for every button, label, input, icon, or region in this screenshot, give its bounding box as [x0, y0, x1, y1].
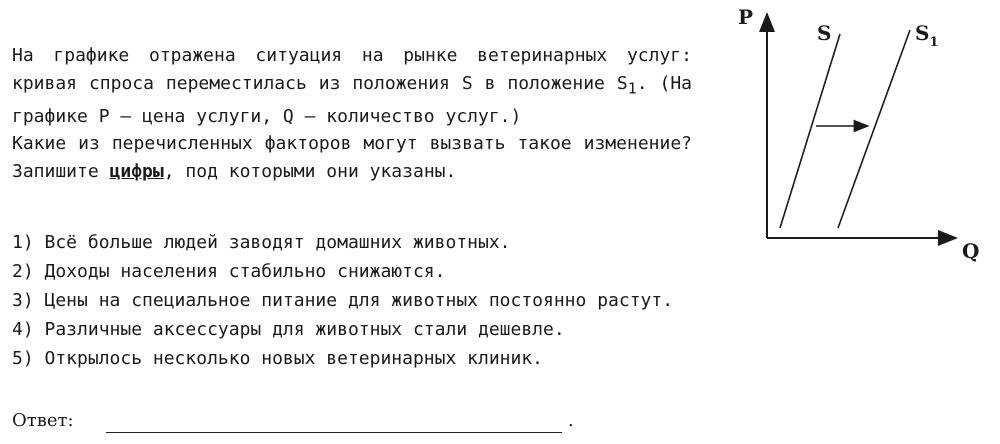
- option-5: 5) Открылось несколько новых ветеринарных клиник.: [12, 348, 544, 369]
- option-2: 2) Доходы населения стабильно снижаются.: [12, 261, 446, 282]
- problem-intro: На графике отражена ситуация на рынке ветеринарных услуг: кривая спроса переместилась из положения S в положение $S_1$. (На графике P — цена услуги, Q — количество услуг.): [12, 45, 693, 127]
- curve-s-label: S: [817, 21, 832, 45]
- curve-s1-label: $S_1$: [915, 21, 939, 50]
- answer-row: [12, 402, 612, 432]
- option-1: 1) Всё больше людей заводят домашних животных.: [12, 232, 511, 253]
- supply-shift-graph: [710, 0, 1000, 270]
- answer-input-line[interactable]: [106, 432, 562, 433]
- answer-dot: .: [568, 410, 574, 431]
- problem-statement: [12, 42, 692, 185]
- option-3: 3) Цены на специальное питание для животных постоянно растут.: [12, 290, 674, 311]
- curve-s: [780, 34, 840, 228]
- answer-label: Ответ:: [12, 410, 74, 431]
- problem-question: Какие из перечисленных факторов могут вызвать такое изменение? Запишите цифры, под которыми они указаны.: [12, 133, 692, 182]
- curve-s1: [838, 30, 910, 228]
- option-4: 4) Различные аксессуары для животных стали дешевле.: [12, 319, 565, 340]
- emphasis-digits: цифры: [109, 160, 164, 182]
- x-axis-label: Q: [962, 239, 980, 263]
- y-axis-label: P: [738, 5, 754, 29]
- subscript-1: 1: [627, 79, 637, 98]
